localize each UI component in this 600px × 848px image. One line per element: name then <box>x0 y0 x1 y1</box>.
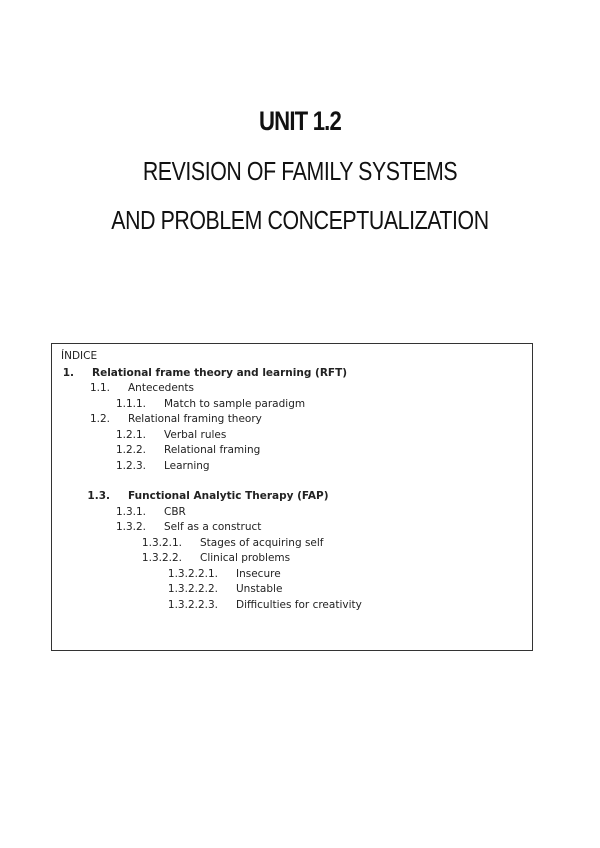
toc-text: Relational framing <box>164 444 261 456</box>
toc-text: Stages of acquiring self <box>200 537 324 549</box>
toc-text: Functional Analytic Therapy (FAP) <box>128 490 329 502</box>
toc-number: 1.1.1. <box>115 398 146 410</box>
toc-text: Learning <box>164 460 210 472</box>
unit-title: UNIT 1.2 <box>258 106 342 136</box>
toc-number: 1.1. <box>89 382 110 394</box>
toc-text: Verbal rules <box>164 429 227 441</box>
subtitle-line-2: AND PROBLEM CONCEPTUALIZATION <box>111 205 489 235</box>
toc-text: Relational framing theory <box>128 413 262 425</box>
toc-number: 1.3.2.2.1. <box>167 568 218 580</box>
table-of-contents <box>51 343 533 651</box>
toc-number: 1.2.1. <box>115 429 146 441</box>
toc-number: 1.3.2.2.2. <box>167 583 218 595</box>
toc-number: 1.3.2.1. <box>141 537 182 549</box>
toc-number: 1.3.2.2.3. <box>167 599 218 611</box>
toc-number: 1.3.1. <box>115 506 146 518</box>
toc-number: 1.3. <box>87 490 110 502</box>
toc-text: CBR <box>164 506 186 518</box>
toc-text: Relational frame theory and learning (RFT) <box>92 367 348 379</box>
toc-number: 1.2.2. <box>115 444 146 456</box>
toc-text: Self as a construct <box>164 521 262 533</box>
toc-number: 1. <box>62 367 74 379</box>
toc-number: 1.2. <box>89 413 110 425</box>
toc-heading: ÍNDICE <box>61 350 98 362</box>
toc-text: Clinical problems <box>200 552 291 564</box>
toc-number: 1.2.3. <box>115 460 146 472</box>
toc-text: Match to sample paradigm <box>164 398 306 410</box>
toc-text: Insecure <box>236 568 281 580</box>
toc-number: 1.3.2.2. <box>141 552 182 564</box>
toc-number: 1.3.2. <box>115 521 146 533</box>
toc-text: Unstable <box>236 583 283 595</box>
toc-text: Antecedents <box>128 382 195 394</box>
toc-text: Difficulties for creativity <box>236 599 362 611</box>
subtitle-line-1: REVISION OF FAMILY SYSTEMS <box>142 156 458 186</box>
